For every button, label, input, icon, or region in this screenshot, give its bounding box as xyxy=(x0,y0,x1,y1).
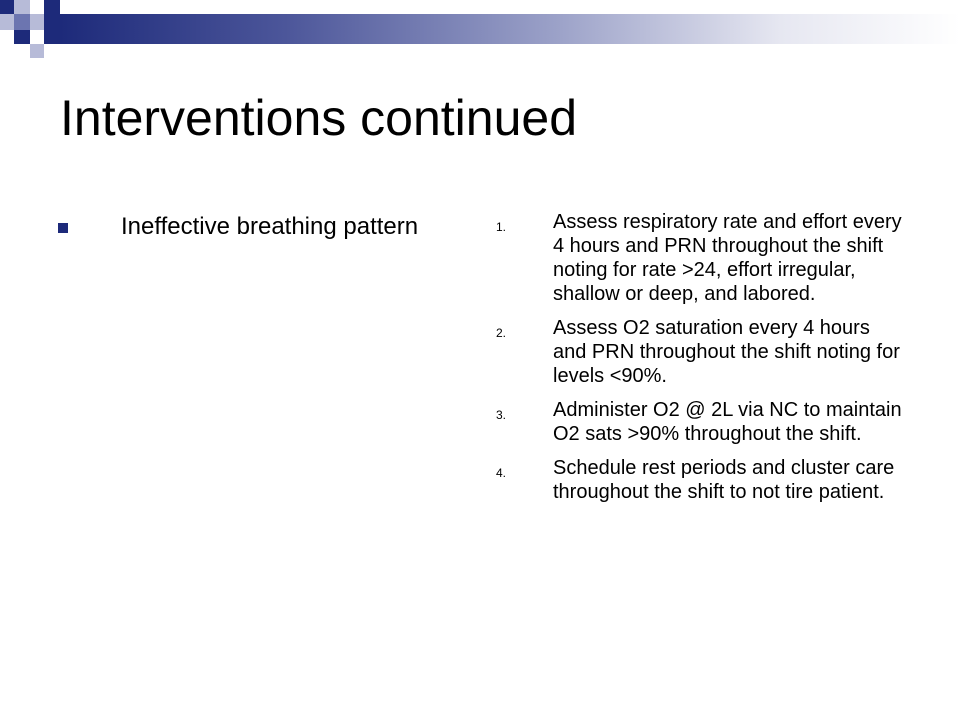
header-square-mid-1 xyxy=(14,14,30,30)
list-item-number: 1. xyxy=(496,220,507,234)
bullet-text: Ineffective breathing pattern xyxy=(121,213,419,240)
numbered-list xyxy=(496,210,916,514)
list-item xyxy=(496,456,916,504)
left-column xyxy=(58,212,478,242)
header-square-dark-3 xyxy=(44,14,60,44)
list-item-number: 2. xyxy=(496,326,507,340)
list-item-text: Schedule rest periods and cluster care throughout the shift to not tire patient. xyxy=(553,457,895,503)
header-square-dark-2 xyxy=(44,0,60,14)
header-square-light-1 xyxy=(14,0,30,14)
list-item-text: Administer O2 @ 2L via NC to maintain O2 sats >90% throughout the shift. xyxy=(553,399,902,445)
list-item-text: Assess O2 saturation every 4 hours and PRN throughout the shift noting for levels <90%. xyxy=(553,317,900,387)
square-bullet-icon xyxy=(58,223,68,233)
header-square-light-4 xyxy=(30,44,44,58)
header-square-dark-4 xyxy=(14,30,30,44)
list-item-number: 3. xyxy=(496,408,507,422)
slide-title: Interventions continued xyxy=(60,90,578,146)
list-item xyxy=(496,210,916,306)
list-item xyxy=(496,398,916,446)
header-square-light-3 xyxy=(30,14,44,30)
list-item xyxy=(496,316,916,388)
header-gradient-bar xyxy=(60,14,960,44)
header-square-dark-1 xyxy=(0,0,14,14)
list-item-number: 4. xyxy=(496,466,507,480)
bullet-item xyxy=(58,212,478,242)
header-square-light-2 xyxy=(0,14,14,30)
list-item-text: Assess respiratory rate and effort every 4 hours and PRN throughout the shift noting for rate >24, effort irregular, shallow or deep, and labored. xyxy=(553,211,902,305)
